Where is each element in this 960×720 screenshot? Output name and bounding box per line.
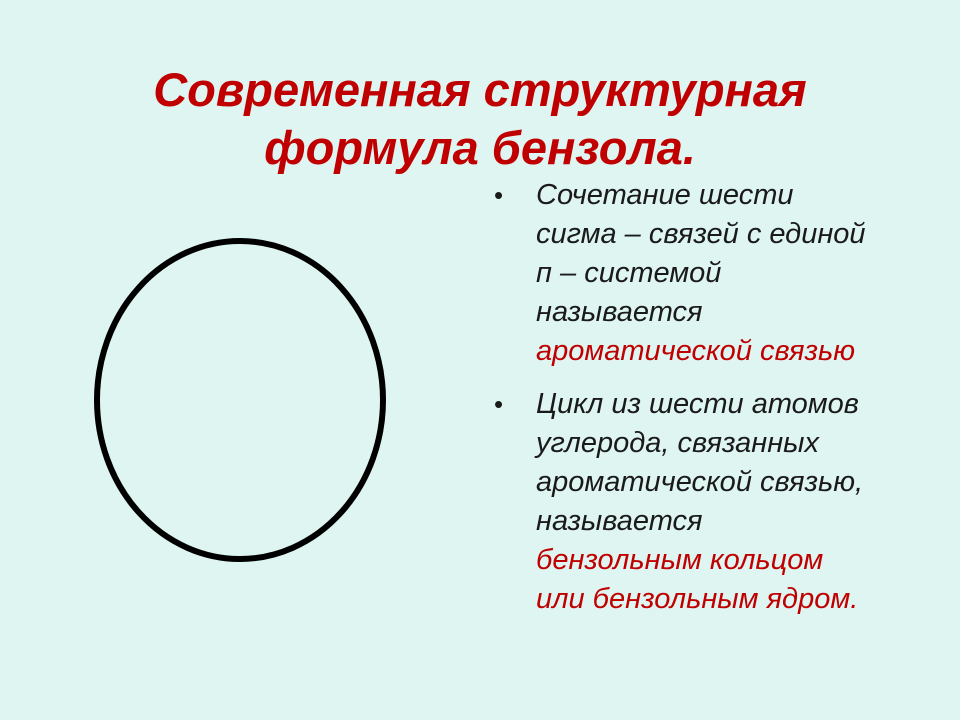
- benzene-ring-outline: [97, 241, 383, 559]
- bullet-1-term: ароматической связью: [536, 335, 856, 367]
- bullet-1-line-3: п – системой: [536, 257, 722, 289]
- bullet-2-term-2: или бензольным ядром.: [536, 583, 859, 615]
- bullet-2-line-1: Цикл из шести атомов: [536, 388, 859, 420]
- title-line-1: Современная структурная: [153, 63, 807, 117]
- bullet-dot-icon: •: [494, 389, 504, 419]
- bullet-1-line-2: сигма – связей с единой: [536, 218, 866, 250]
- bullet-item-benzene-ring: [494, 385, 934, 619]
- bullet-2-line-4: называется: [536, 505, 703, 537]
- bullet-1-line-4: называется: [536, 296, 703, 328]
- bullet-dot-icon: •: [494, 180, 504, 210]
- bullet-item-aromatic-bond: [494, 176, 934, 371]
- bullet-2-line-2: углерода, связанных: [536, 427, 820, 459]
- bullet-2-term-1: бензольным кольцом: [536, 544, 824, 576]
- bullet-2-line-3: ароматической связью,: [536, 466, 864, 498]
- bullet-list: [494, 176, 934, 633]
- bullet-1-line-1: Сочетание шести: [536, 179, 794, 211]
- benzene-ring-circle: [92, 236, 388, 564]
- title-line-2: формула бензола.: [264, 121, 696, 175]
- slide-title: [60, 61, 900, 177]
